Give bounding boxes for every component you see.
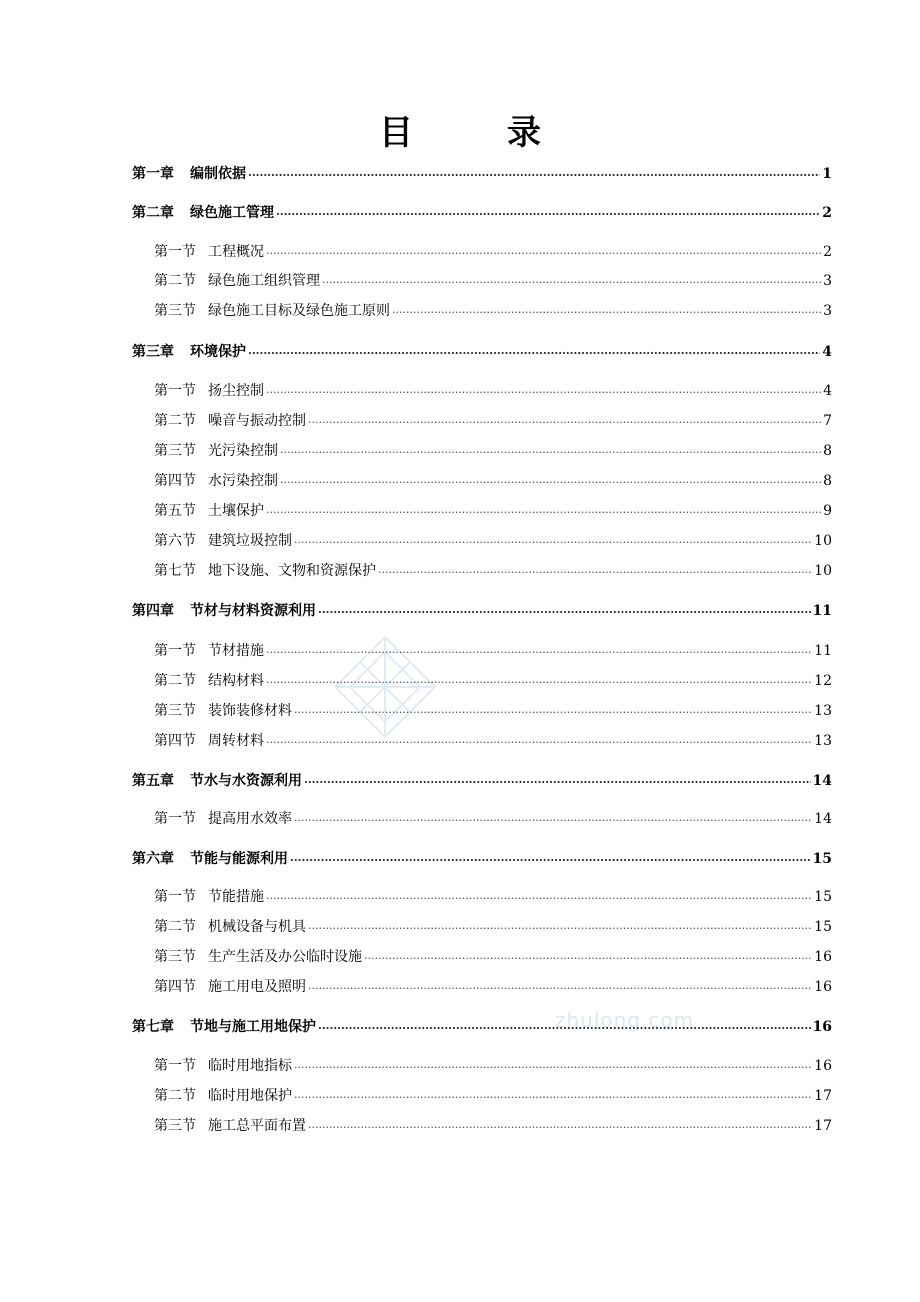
toc-entry-title: 扬尘控制 bbox=[208, 383, 264, 399]
toc-page-number: 17 bbox=[814, 1088, 832, 1104]
toc-dot-leader bbox=[308, 914, 812, 937]
toc-dot-leader bbox=[290, 846, 811, 869]
toc-dot-leader bbox=[322, 268, 821, 291]
toc-dot-leader bbox=[318, 598, 811, 621]
toc-section-entry[interactable] bbox=[154, 410, 832, 432]
toc-entry-number: 第一节 bbox=[154, 643, 196, 659]
toc-dot-leader bbox=[304, 768, 811, 791]
toc-section-entry[interactable] bbox=[154, 470, 832, 492]
toc-entry-number: 第二节 bbox=[154, 1088, 196, 1104]
toc-entry-title: 节水与水资源利用 bbox=[190, 773, 302, 789]
toc-section-entry[interactable] bbox=[154, 500, 832, 522]
toc-entry-label bbox=[154, 946, 362, 968]
toc-entry-number: 第六节 bbox=[154, 533, 196, 549]
toc-dot-leader bbox=[294, 1083, 812, 1106]
toc-entry-number: 第四节 bbox=[154, 733, 196, 749]
toc-section-entry[interactable] bbox=[154, 241, 832, 263]
toc-entry-number: 第三节 bbox=[154, 949, 196, 965]
toc-section-entry[interactable] bbox=[154, 300, 832, 322]
toc-entry-number: 第三节 bbox=[154, 703, 196, 719]
toc-entry-title: 水污染控制 bbox=[208, 473, 278, 489]
toc-dot-leader bbox=[392, 298, 821, 321]
page-title: 目 录 bbox=[379, 113, 571, 153]
toc-entry-label bbox=[154, 270, 320, 292]
toc-entry-title: 生产生活及办公临时设施 bbox=[208, 949, 362, 965]
toc-chapter-entry[interactable] bbox=[132, 600, 832, 622]
toc-entry-number: 第一节 bbox=[154, 1058, 196, 1074]
toc-page-number: 17 bbox=[814, 1118, 832, 1134]
toc-dot-leader bbox=[280, 468, 821, 491]
toc-dot-leader bbox=[248, 161, 820, 184]
toc-chapter-entry[interactable] bbox=[132, 341, 832, 363]
toc-entry-number: 第一节 bbox=[154, 244, 196, 260]
toc-dot-leader bbox=[266, 239, 821, 262]
toc-entry-title: 节材措施 bbox=[208, 643, 264, 659]
toc-page-number: 16 bbox=[814, 949, 832, 965]
toc-section-entry[interactable] bbox=[154, 1055, 832, 1077]
toc-page-number: 1 bbox=[822, 166, 832, 182]
watermark-text: zhulong.com bbox=[555, 1008, 695, 1032]
toc-page-number: 14 bbox=[812, 773, 832, 789]
toc-entry-title: 临时用地指标 bbox=[208, 1058, 292, 1074]
toc-page-number: 2 bbox=[822, 205, 832, 221]
toc-entry-label bbox=[132, 770, 302, 792]
toc-page-number: 12 bbox=[814, 673, 832, 689]
toc-section-entry[interactable] bbox=[154, 440, 832, 462]
toc-dot-leader bbox=[308, 1113, 812, 1136]
toc-dot-leader bbox=[318, 1014, 811, 1037]
toc-entry-title: 土壤保护 bbox=[208, 503, 264, 519]
toc-entry-number: 第三节 bbox=[154, 443, 196, 459]
toc-entry-label bbox=[154, 808, 292, 830]
toc-entry-title: 光污染控制 bbox=[208, 443, 278, 459]
toc-dot-leader bbox=[280, 438, 821, 461]
toc-entry-number: 第四章 bbox=[132, 603, 174, 619]
toc-page-number: 13 bbox=[814, 733, 832, 749]
toc-entry-label bbox=[154, 500, 264, 522]
toc-entry-title: 施工用电及照明 bbox=[208, 979, 306, 995]
toc-entry-label bbox=[154, 241, 264, 263]
toc-dot-leader bbox=[266, 668, 812, 691]
toc-entry-title: 工程概况 bbox=[208, 244, 264, 260]
toc-page-number: 2 bbox=[823, 244, 832, 260]
toc-entry-label bbox=[154, 670, 264, 692]
toc-entry-number: 第二节 bbox=[154, 919, 196, 935]
toc-dot-leader bbox=[294, 528, 812, 551]
toc-entry-title: 建筑垃圾控制 bbox=[208, 533, 292, 549]
toc-entry-number: 第一节 bbox=[154, 811, 196, 827]
toc-entry-label bbox=[132, 163, 246, 185]
toc-dot-leader bbox=[378, 558, 812, 581]
toc-section-entry[interactable] bbox=[154, 640, 832, 662]
toc-dot-leader bbox=[266, 884, 812, 907]
toc-page-number: 7 bbox=[823, 413, 832, 429]
toc-entry-title: 节能措施 bbox=[208, 889, 264, 905]
toc-entry-number: 第一节 bbox=[154, 383, 196, 399]
toc-entry-number: 第二节 bbox=[154, 413, 196, 429]
toc-page-number: 3 bbox=[823, 303, 832, 319]
toc-page-number: 16 bbox=[812, 1019, 832, 1035]
toc-dot-leader bbox=[248, 339, 820, 362]
toc-section-entry[interactable] bbox=[154, 946, 832, 968]
toc-entry-title: 绿色施工管理 bbox=[190, 205, 274, 221]
toc-entry-title: 节能与能源利用 bbox=[190, 851, 288, 867]
toc-entry-number: 第三节 bbox=[154, 303, 196, 319]
toc-section-entry[interactable] bbox=[154, 916, 832, 938]
toc-section-entry[interactable] bbox=[154, 270, 832, 292]
toc-entry-number: 第四节 bbox=[154, 473, 196, 489]
toc-dot-leader bbox=[266, 638, 812, 661]
toc-entry-title: 周转材料 bbox=[208, 733, 264, 749]
toc-dot-leader bbox=[294, 806, 812, 829]
toc-entry-number: 第一节 bbox=[154, 889, 196, 905]
toc-entry-label bbox=[132, 341, 246, 363]
toc-entry-number: 第五节 bbox=[154, 503, 196, 519]
toc-entry-label bbox=[154, 560, 376, 582]
toc-entry-number: 第二节 bbox=[154, 673, 196, 689]
toc-section-entry[interactable] bbox=[154, 530, 832, 552]
toc-entry-title: 环境保护 bbox=[190, 344, 246, 360]
toc-page-number: 11 bbox=[812, 603, 832, 619]
toc-entry-label bbox=[154, 380, 264, 402]
toc-page-number: 15 bbox=[814, 889, 832, 905]
toc-entry-label bbox=[132, 202, 274, 224]
toc-page-number: 16 bbox=[814, 1058, 832, 1074]
toc-dot-leader bbox=[294, 698, 812, 721]
toc-entry-label bbox=[154, 700, 292, 722]
toc-entry-label bbox=[154, 440, 278, 462]
toc-entry-number: 第七节 bbox=[154, 563, 196, 579]
toc-section-entry[interactable] bbox=[154, 1115, 832, 1137]
toc-entry-title: 结构材料 bbox=[208, 673, 264, 689]
toc-entry-label bbox=[154, 1055, 292, 1077]
toc-section-entry[interactable] bbox=[154, 560, 832, 582]
toc-chapter-entry[interactable] bbox=[132, 163, 832, 185]
toc-chapter-entry[interactable] bbox=[132, 770, 832, 792]
toc-entry-number: 第三节 bbox=[154, 1118, 196, 1134]
toc-page-number: 8 bbox=[823, 443, 832, 459]
toc-entry-title: 临时用地保护 bbox=[208, 1088, 292, 1104]
toc-entry-title: 编制依据 bbox=[190, 166, 246, 182]
toc-section-entry[interactable] bbox=[154, 380, 832, 402]
toc-section-entry[interactable] bbox=[154, 670, 832, 692]
toc-chapter-entry[interactable] bbox=[132, 848, 832, 870]
toc-entry-number: 第四节 bbox=[154, 979, 196, 995]
toc-dot-leader bbox=[294, 1053, 812, 1076]
toc-page-number: 15 bbox=[812, 851, 832, 867]
toc-entry-number: 第六章 bbox=[132, 851, 174, 867]
toc-dot-leader bbox=[276, 200, 820, 223]
toc-entry-number: 第二章 bbox=[132, 205, 174, 221]
toc-entry-title: 噪音与振动控制 bbox=[208, 413, 306, 429]
toc-section-entry[interactable] bbox=[154, 976, 832, 998]
toc-entry-number: 第七章 bbox=[132, 1019, 174, 1035]
toc-page-number: 3 bbox=[823, 273, 832, 289]
toc-page-number: 13 bbox=[814, 703, 832, 719]
toc-entry-number: 第一章 bbox=[132, 166, 174, 182]
toc-entry-label bbox=[132, 600, 316, 622]
toc-entry-title: 施工总平面布置 bbox=[208, 1118, 306, 1134]
toc-section-entry[interactable] bbox=[154, 1085, 832, 1107]
toc-entry-label bbox=[132, 848, 288, 870]
toc-entry-title: 绿色施工组织管理 bbox=[208, 273, 320, 289]
toc-entry-label bbox=[154, 916, 306, 938]
toc-entry-title: 机械设备与机具 bbox=[208, 919, 306, 935]
toc-page-number: 10 bbox=[814, 563, 832, 579]
toc-dot-leader bbox=[364, 944, 812, 967]
toc-page-number: 15 bbox=[814, 919, 832, 935]
toc-entry-label bbox=[154, 976, 306, 998]
toc-dot-leader bbox=[266, 378, 821, 401]
toc-page-number: 10 bbox=[814, 533, 832, 549]
toc-chapter-entry[interactable] bbox=[132, 1016, 832, 1038]
toc-entry-label bbox=[154, 730, 264, 752]
toc-entry-number: 第五章 bbox=[132, 773, 174, 789]
toc-entry-label bbox=[154, 1085, 292, 1107]
toc-entry-title: 节地与施工用地保护 bbox=[190, 1019, 316, 1035]
toc-entry-label bbox=[154, 410, 306, 432]
toc-page-number: 4 bbox=[822, 344, 832, 360]
toc-dot-leader bbox=[266, 728, 812, 751]
toc-entry-title: 绿色施工目标及绿色施工原则 bbox=[208, 303, 390, 319]
toc-page-number: 4 bbox=[823, 383, 832, 399]
toc-entry-label bbox=[132, 1016, 316, 1038]
toc-dot-leader bbox=[308, 974, 812, 997]
toc-page-number: 14 bbox=[814, 811, 832, 827]
toc-entry-title: 地下设施、文物和资源保护 bbox=[208, 563, 376, 579]
toc-dot-leader bbox=[308, 408, 821, 431]
toc-entry-title: 提高用水效率 bbox=[208, 811, 292, 827]
toc-entry-number: 第二节 bbox=[154, 273, 196, 289]
toc-page-number: 16 bbox=[814, 979, 832, 995]
toc-section-entry[interactable] bbox=[154, 808, 832, 830]
toc-entry-label bbox=[154, 300, 390, 322]
toc-entry-title: 装饰装修材料 bbox=[208, 703, 292, 719]
toc-entry-label bbox=[154, 1115, 306, 1137]
toc-entry-number: 第三章 bbox=[132, 344, 174, 360]
toc-entry-label bbox=[154, 640, 264, 662]
toc-section-entry[interactable] bbox=[154, 730, 832, 752]
toc-page-number: 9 bbox=[823, 503, 832, 519]
toc-dot-leader bbox=[266, 498, 821, 521]
toc-entry-label bbox=[154, 886, 264, 908]
toc-chapter-entry[interactable] bbox=[132, 202, 832, 224]
toc-page-number: 11 bbox=[814, 643, 832, 659]
toc-section-entry[interactable] bbox=[154, 700, 832, 722]
toc-section-entry[interactable] bbox=[154, 886, 832, 908]
toc-entry-title: 节材与材料资源利用 bbox=[190, 603, 316, 619]
toc-page-number: 8 bbox=[823, 473, 832, 489]
toc-entry-label bbox=[154, 470, 278, 492]
toc-entry-label bbox=[154, 530, 292, 552]
